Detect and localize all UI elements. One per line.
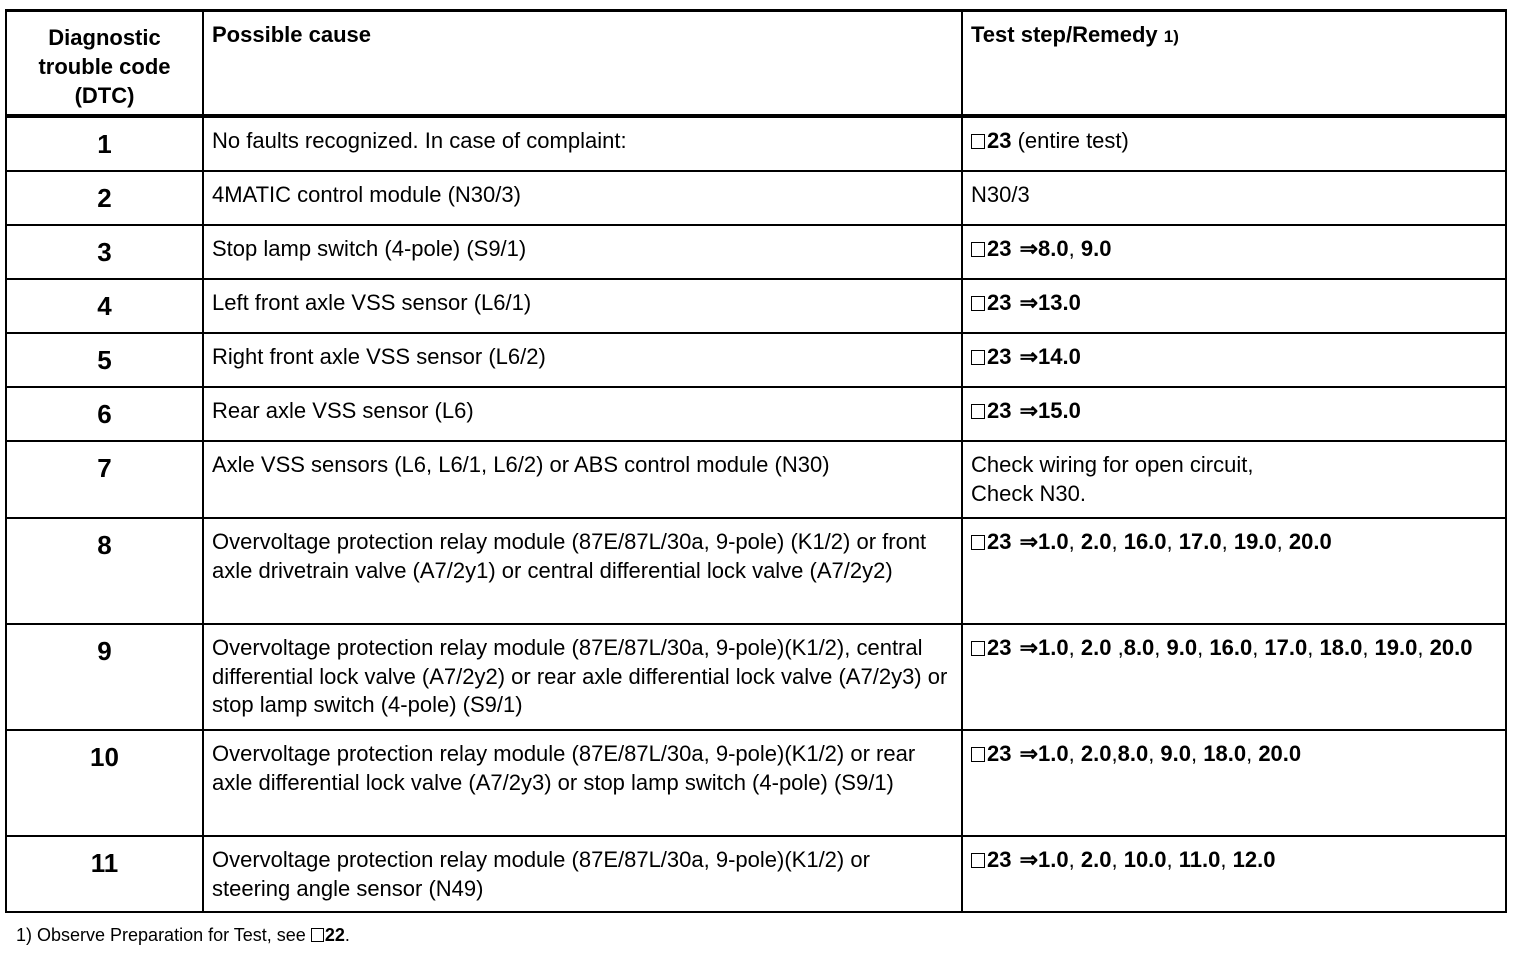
step-separator: , [1221,529,1234,554]
step-separator: , [1068,236,1081,261]
test-step: 1.0 [1038,847,1069,872]
table-body [7,118,1507,913]
possible-cause-cell: Overvoltage protection relay module (87E/87L/30a, 9-pole)(K1/2) or rear axle differential lock valve (A7/2y3) or stop lamp switch (4-pole) (S9/1) [204,731,963,837]
step-separator: , [1068,635,1081,660]
double-arrow-right-icon: ⇒ [1019,529,1039,554]
remedy-reference: 23 [987,290,1012,315]
remedy-reference: 23 [987,529,1012,554]
possible-cause-cell: Axle VSS sensors (L6, L6/1, L6/2) or ABS control module (N30) [204,442,963,519]
remedy-cell [963,388,1507,442]
step-separator: , [1276,529,1289,554]
step-separator: , [1362,635,1375,660]
remedy-text: N30/3 [971,182,1030,207]
document-reference-box-icon [971,853,985,868]
footnote-text: 1) Observe Preparation for Test, see [16,925,311,945]
remedy-cell [963,334,1507,388]
remedy-reference: 23 [987,847,1012,872]
table-row [7,625,1507,731]
test-step: 18.0 [1203,741,1247,766]
dtc-code-cell: 9 [7,625,204,731]
step-separator: , [1417,635,1430,660]
step-separator: , [1220,847,1233,872]
possible-cause-cell: Left front axle VSS sensor (L6/1) [204,280,963,334]
test-step: 9.0 [1080,236,1112,261]
dtc-code-cell: 4 [7,280,204,334]
header-dtc: Diagnostic trouble code (DTC) [7,12,204,118]
document-reference-box-icon [971,296,985,311]
test-step: 19.0 [1233,529,1277,554]
test-step: 8.0 [1117,741,1149,766]
test-step: 8.0 [1123,635,1155,660]
possible-cause-cell: Rear axle VSS sensor (L6) [204,388,963,442]
step-separator: , [1166,847,1179,872]
test-step: 16.0 [1123,529,1167,554]
test-step: 2.0 [1080,529,1112,554]
test-step: 9.0 [1160,741,1192,766]
test-step: 16.0 [1209,635,1253,660]
step-separator: , [1154,635,1167,660]
step-separator: , [1111,741,1118,766]
remedy-cell [963,837,1507,913]
step-separator: , [1068,741,1081,766]
possible-cause-cell: No faults recognized. In case of complaint: [204,118,963,172]
step-separator: , [1191,741,1204,766]
test-step: 11.0 [1178,847,1221,872]
document-reference-box-icon [971,350,985,365]
document-reference-box-icon [971,535,985,550]
test-step: 20.0 [1288,529,1332,554]
table-row [7,226,1507,280]
step-separator: , [1148,741,1161,766]
footnote-ref: 22 [324,925,345,945]
remedy-text-line: Check wiring for open circuit, [971,452,1254,477]
step-separator: , [1111,847,1124,872]
dtc-code-cell: 2 [7,172,204,226]
step-separator: , [1068,847,1081,872]
remedy-text-line: Check N30. [971,480,1086,506]
possible-cause-cell: Overvoltage protection relay module (87E/87L/30a, 9-pole)(K1/2) or steering angle sensor (N49) [204,837,963,913]
dtc-code-cell: 3 [7,226,204,280]
step-separator: , [1068,529,1081,554]
step-separator: , [1166,529,1179,554]
remedy-reference: 23 [987,741,1012,766]
remedy-reference: 23 [987,236,1012,261]
possible-cause-cell: Right front axle VSS sensor (L6/2) [204,334,963,388]
table-row [7,334,1507,388]
test-step: 2.0 [1080,741,1112,766]
dtc-code-cell: 11 [7,837,204,913]
test-step: 18.0 [1319,635,1363,660]
double-arrow-right-icon: ⇒ [1019,344,1039,369]
document-reference-box-icon [971,404,985,419]
document-reference-box-icon [311,928,324,942]
test-step: 12.0 [1232,847,1276,872]
double-arrow-right-icon: ⇒ [1019,741,1039,766]
table-header-row [7,12,1507,118]
test-step: 15.0 [1038,398,1081,423]
document-reference-box-icon [971,242,985,257]
header-possible-cause: Possible cause [204,12,963,118]
double-arrow-right-icon: ⇒ [1019,236,1039,261]
possible-cause-cell: 4MATIC control module (N30/3) [204,172,963,226]
double-arrow-right-icon: ⇒ [1019,847,1039,872]
table-row [7,731,1507,837]
remedy-reference: 23 [987,398,1012,423]
double-arrow-right-icon: ⇒ [1019,398,1039,423]
test-step: 19.0 [1374,635,1418,660]
document-reference-box-icon [971,747,985,762]
document-reference-box-icon [971,134,985,149]
table-row [7,280,1507,334]
remedy-suffix: (entire test) [1011,128,1129,153]
possible-cause-cell: Overvoltage protection relay module (87E/87L/30a, 9-pole)(K1/2), central differential lock valve (A7/2y2) or rear axle differential lock valve (A7/2y3) or stop lamp switch (4-pole) (S9/1) [204,625,963,731]
test-step: 17.0 [1178,529,1222,554]
remedy-cell [963,172,1507,226]
header-remedy-footnote-marker: 1) [1163,27,1179,46]
step-separator: , [1246,741,1259,766]
test-step: 10.0 [1123,847,1167,872]
test-step: 20.0 [1258,741,1302,766]
remedy-cell [963,519,1507,625]
header-test-step-remedy [963,12,1507,118]
dtc-code-cell: 6 [7,388,204,442]
possible-cause-cell: Stop lamp switch (4-pole) (S9/1) [204,226,963,280]
table-row [7,388,1507,442]
double-arrow-right-icon: ⇒ [1019,290,1039,315]
table-row [7,172,1507,226]
test-step: 1.0 [1038,635,1069,660]
remedy-cell [963,226,1507,280]
remedy-reference: 23 [987,635,1012,660]
test-step: 20.0 [1429,635,1473,660]
possible-cause-cell: Overvoltage protection relay module (87E/87L/30a, 9-pole) (K1/2) or front axle drivetrain valve (A7/2y1) or central differential lock valve (A7/2y2) [204,519,963,625]
test-step: 14.0 [1038,344,1081,369]
remedy-cell [963,280,1507,334]
remedy-reference: 23 [987,128,1012,153]
dtc-code-cell: 5 [7,334,204,388]
step-separator: , [1252,635,1265,660]
test-step: 1.0 [1038,741,1069,766]
test-step: 1.0 [1038,529,1069,554]
step-separator: , [1111,635,1124,660]
table-row [7,118,1507,172]
step-separator: , [1111,529,1124,554]
remedy-cell [963,625,1507,731]
footnote [16,924,350,946]
table-row [7,519,1507,625]
dtc-code-cell: 8 [7,519,204,625]
document-reference-box-icon [971,641,985,656]
test-step: 9.0 [1166,635,1198,660]
remedy-cell [963,442,1507,519]
dtc-code-cell: 7 [7,442,204,519]
table-row [7,837,1507,913]
test-step: 8.0 [1038,236,1069,261]
test-step: 17.0 [1264,635,1308,660]
table-row [7,442,1507,519]
double-arrow-right-icon: ⇒ [1019,635,1039,660]
test-step: 13.0 [1038,290,1081,315]
remedy-cell [963,118,1507,172]
remedy-reference: 23 [987,344,1012,369]
footnote-end: . [344,925,350,945]
test-step: 2.0 [1080,635,1112,660]
test-step: 2.0 [1080,847,1112,872]
remedy-cell [963,731,1507,837]
dtc-code-cell: 10 [7,731,204,837]
step-separator: , [1307,635,1320,660]
dtc-code-cell: 1 [7,118,204,172]
step-separator: , [1197,635,1210,660]
header-remedy-label: Test step/Remedy [971,22,1158,47]
dtc-table [5,9,1507,913]
